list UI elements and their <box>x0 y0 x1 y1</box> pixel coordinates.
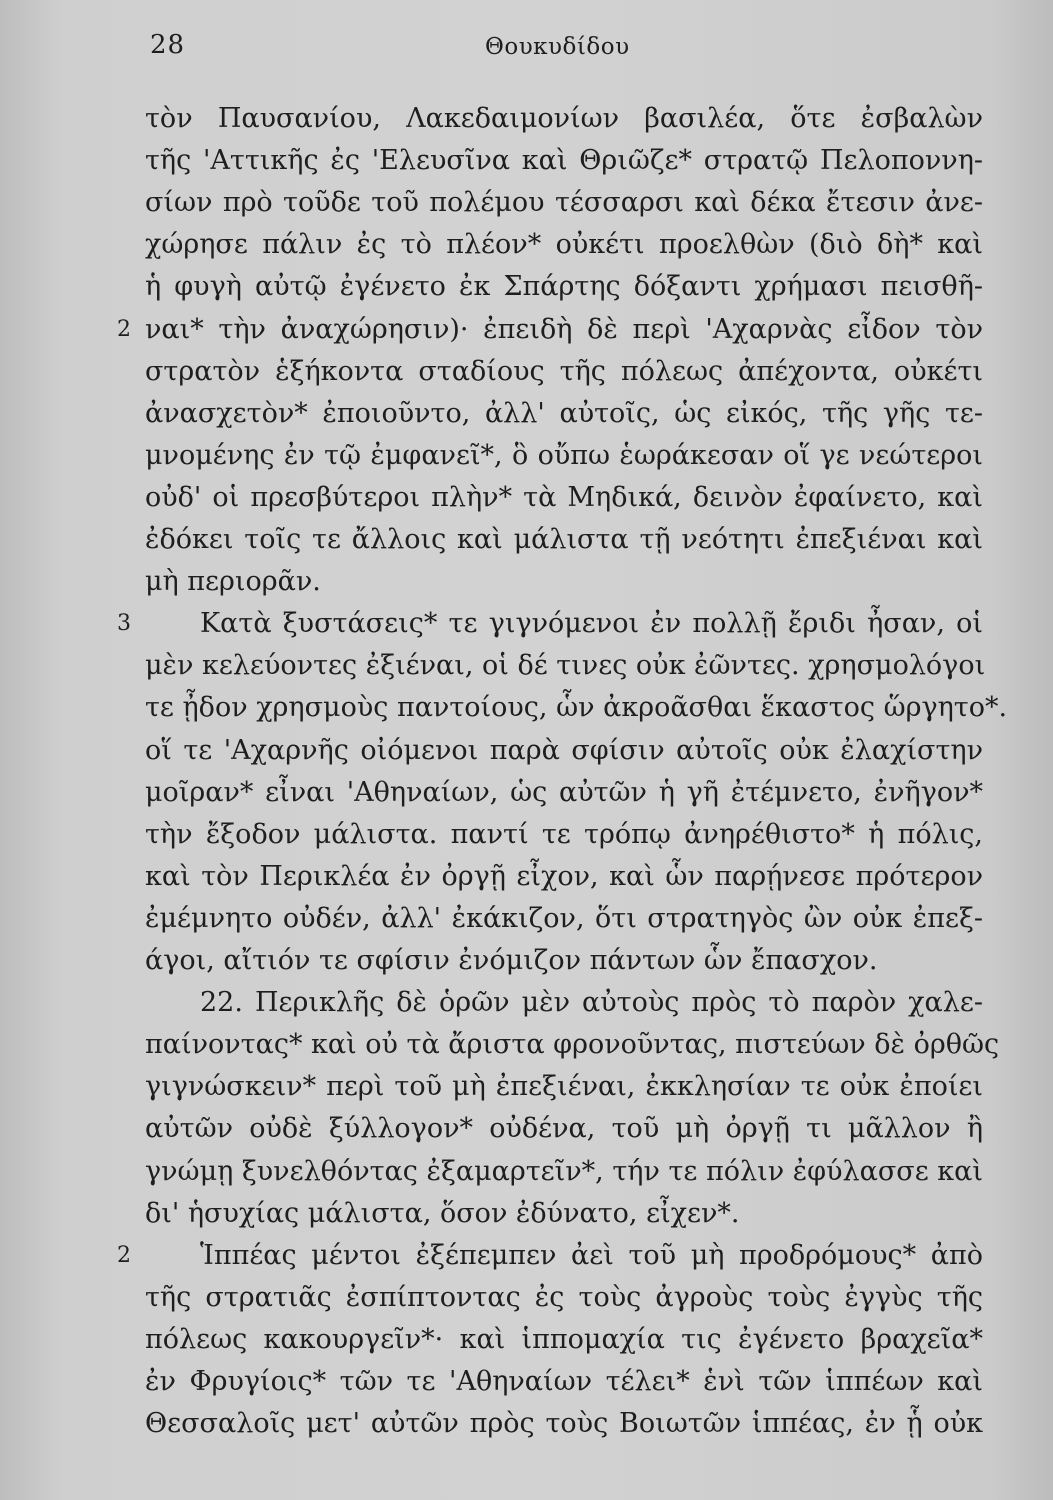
text-line: γνώμῃ ξυνελθόντας ἐξαμαρτεῖν*, τήν τε πόλιν ἐφύλασσε καὶ <box>145 1155 983 1187</box>
text-line: τῆς στρατιᾶς ἐσπίπτοντας ἐς τοὺς ἀγροὺς τοὺς ἐγγὺς τῆς <box>145 1281 983 1313</box>
text-line: Θεσσαλοῖς μετ' αὐτῶν πρὸς τοὺς Βοιωτῶν ἱππέας, ἐν ᾗ οὐκ <box>145 1408 983 1440</box>
running-title: Θουκυδίδου <box>485 34 630 60</box>
section-number: 2 <box>117 1242 131 1268</box>
text-line: στρατὸν ἑξήκοντα σταδίους τῆς πόλεως ἀπέχοντα, οὐκέτι <box>145 355 983 387</box>
text-line: 22. Περικλῆς δὲ ὁρῶν μὲν αὐτοὺς πρὸς τὸ παρὸν χαλε- <box>200 987 983 1019</box>
text-line: τὸν Παυσανίου, Λακεδαιμονίων βασιλέα, ὅτε ἐσβαλὼν <box>145 103 983 134</box>
section-number: 3 <box>117 611 131 637</box>
text-line: οὐδ' οἱ πρεσβύτεροι πλὴν* τὰ Μηδικά, δεινὸν ἐφαίνετο, καὶ <box>145 481 983 513</box>
text-line: μνομένης ἐν τῷ ἐμφανεῖ*, ὃ οὔπω ἑωράκεσαν οἵ γε νεώτεροι <box>145 439 983 471</box>
text-line: χώρησε πάλιν ἐς τὸ πλέον* οὐκέτι προελθὼν (διὸ δὴ* καὶ <box>145 229 983 261</box>
text-line: ναι* τὴν ἀναχώρησιν)· ἐπειδὴ δὲ περὶ 'Αχαρνὰς εἶδον τὸν <box>145 313 983 345</box>
text-line: γιγνώσκειν* περὶ τοῦ μὴ ἐπεξιέναι, ἐκκλησίαν τε οὐκ ἐποίει <box>145 1071 983 1103</box>
text-line: τῆς 'Αττικῆς ἐς 'Ελευσῖνα καὶ Θριῶζε* στρατῷ Πελοποννη- <box>145 145 983 177</box>
page-header <box>0 30 1053 70</box>
page-number: 28 <box>150 30 186 60</box>
text-line: καὶ τὸν Περικλέα ἐν ὀργῇ εἶχον, καὶ ὧν παρῄνεσε πρότερον <box>145 860 983 892</box>
text-line: οἵ τε 'Αχαρνῆς οἰόμενοι παρὰ σφίσιν αὐτοῖς οὐκ ἐλαχίστην <box>145 734 983 766</box>
text-line: ἐδόκει τοῖς τε ἄλλοις καὶ μάλιστα τῇ νεότητι ἐπεξιέναι καὶ <box>145 524 983 555</box>
text-line: ἀνασχετὸν* ἐποιοῦντο, ἀλλ' αὐτοῖς, ὡς εἰκός, τῆς γῆς τε- <box>145 397 983 429</box>
text-line: Ἱππέας μέντοι ἐξέπεμπεν ἀεὶ τοῦ μὴ προδρόμους* ἀπὸ <box>200 1239 983 1271</box>
text-line: τε ᾖδον χρησμοὺς παντοίους, ὧν ἀκροᾶσθαι ἕκαστος ὥργητο*. <box>145 692 1008 724</box>
text-line: μὴ περιορᾶν. <box>145 566 321 598</box>
text-line: μὲν κελεύοντες ἐξιέναι, οἱ δέ τινες οὐκ ἐῶντες. χρησμολόγοι <box>145 650 986 682</box>
text-line: άγοι, αἴτιόν τε σφίσιν ἐνόμιζον πάντων ὧν ἔπασχον. <box>145 945 878 976</box>
text-line: πόλεως κακουργεῖν*· καὶ ἱππομαχία τις ἐγένετο βραχεῖα* <box>145 1323 983 1355</box>
text-line: δι' ἡσυχίας μάλιστα, ὅσον ἐδύνατο, εἶχεν*. <box>145 1197 740 1229</box>
section-number: 2 <box>117 316 131 342</box>
text-line: σίων πρὸ τοῦδε τοῦ πολέμου τέσσαρσι καὶ δέκα ἔτεσιν ἀνε- <box>145 187 983 219</box>
text-line: Κατὰ ξυστάσεις* τε γιγνόμενοι ἐν πολλῇ ἔριδι ἦσαν, οἱ <box>200 608 983 640</box>
text-line: αὐτῶν οὐδὲ ξύλλογον* οὐδένα, τοῦ μὴ ὀργῇ τι μᾶλλον ἢ <box>145 1113 983 1145</box>
text-line: παίνοντας* καὶ οὐ τὰ ἄριστα φρονοῦντας, πιστεύων δὲ ὀρθῶς <box>145 1029 1000 1061</box>
text-line: ἐμέμνητο οὐδέν, ἀλλ' ἐκάκιζον, ὅτι στρατηγὸς ὢν οὐκ ἐπεξ- <box>145 902 983 934</box>
text-line: τὴν ἔξοδον μάλιστα. παντί τε τρόπῳ ἀνηρέθιστο* ἡ πόλις, <box>145 818 983 850</box>
text-line: μοῖραν* εἶναι 'Αθηναίων, ὡς αὐτῶν ἡ γῆ ἐτέμνετο, ἐνῆγον* <box>145 776 983 808</box>
text-line: ἐν Φρυγίοις* τῶν τε 'Αθηναίων τέλει* ἑνὶ τῶν ἱππέων καὶ <box>145 1366 983 1397</box>
text-line: ἡ φυγὴ αὐτῷ ἐγένετο ἐκ Σπάρτης δόξαντι χρήμασι πεισθῆ- <box>145 271 983 303</box>
